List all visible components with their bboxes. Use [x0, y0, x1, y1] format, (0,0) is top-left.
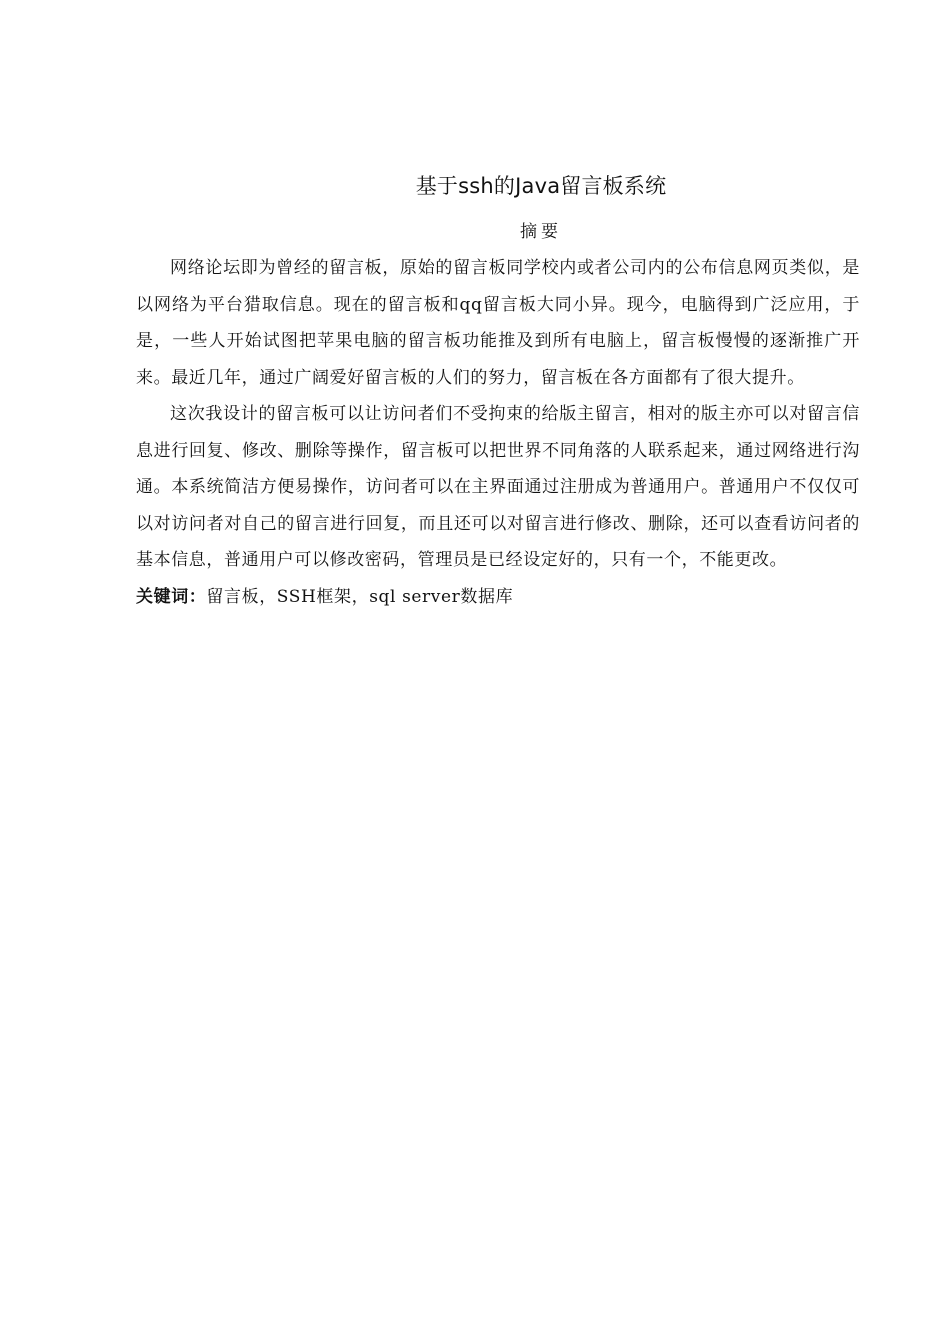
keywords-text: 留言板，SSH框架，sql server数据库 — [206, 586, 514, 607]
abstract-paragraph-2: 这次我设计的留言板可以让访问者们不受拘束的给版主留言，相对的版主亦可以对留言信息进行回复、修改、删除等操作，留言板可以把世界不同角落的人联系起来，通过网络进行沟通。本系统简洁方便易操作，访问者可以在主界面通过注册成为普通用户。普通用户不仅仅可以对访问者对自己的留言进行回复，而且还可以对留言进行修改、删除，还可以查看访问者的基本信息，普通用户可以修改密码，管理员是已经设定好的，只有一个，不能更改。 — [136, 404, 860, 570]
abstract-section — [136, 168, 860, 615]
document-title: 基于ssh的Java留言板系统 — [415, 174, 667, 198]
abstract-heading: 摘要 — [520, 222, 562, 242]
keywords-label: 关键词： — [136, 586, 207, 607]
abstract-paragraph-1: 网络论坛即为曾经的留言板，原始的留言板同学校内或者公司内的公布信息网页类似，是以网络为平台猎取信息。现在的留言板和qq留言板大同小异。现今，电脑得到广泛应用，于是，一些人开始试图把苹果电脑的留言板功能推及到所有电脑上，留言板慢慢的逐渐推广开来。最近几年，通过广阔爱好留言板的人们的努力，留言板在各方面都有了很大提升。 — [136, 258, 860, 388]
keywords-line — [136, 579, 860, 616]
